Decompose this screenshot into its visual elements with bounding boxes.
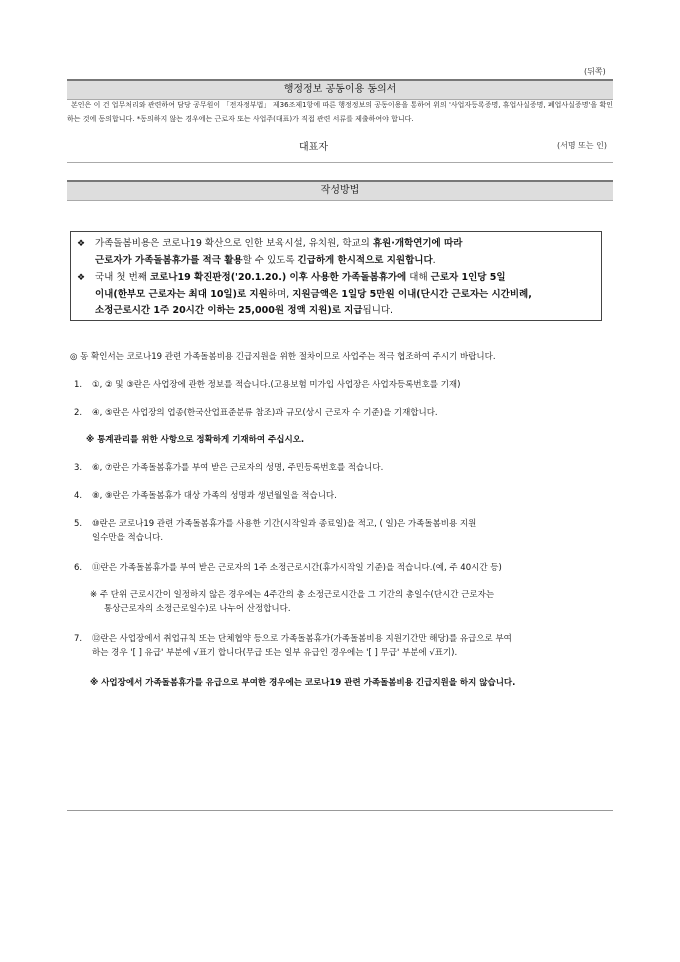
notice-emphasis: 소정근로시간 1주 20시간 이하는 25,000원 정액 지원)로 지급 [95, 305, 363, 316]
notice-text: 국내 첫 번째 [95, 272, 150, 283]
step-number: 6. [74, 563, 83, 573]
consent-section-title: 행정정보 공동이용 동의서 [67, 79, 613, 100]
step-text: ⑩란은 코로나19 관련 가족돌봄휴가를 사용한 기간(시작일과 종료일)을 적고, ( 일)은 가족돌봄비용 지원 [92, 519, 477, 529]
notice-text: 하며, [267, 288, 293, 300]
notice-emphasis: 긴급하게 한시적으로 지원합니다 [297, 254, 433, 266]
step-number: 5. [74, 519, 83, 529]
step-text: ⑥, ⑦란은 가족돌봄휴가를 부여 받은 근로자의 성명, 주민등록번호를 적습니다. [92, 463, 384, 473]
representative-label: 대표자 [299, 142, 328, 153]
notice-item-2 [79, 270, 595, 320]
notice-emphasis: 휴원·개학연기에 따라 [372, 238, 463, 249]
page-side-mark: (뒤쪽) [584, 67, 606, 76]
notice-text: 할 수 있도록 [242, 254, 298, 266]
step-number: 2. [74, 408, 83, 418]
step-text: ①, ② 및 ③란은 사업장에 관한 정보를 적습니다.(고용보험 미가입 사업장은 사업자등록번호를 기재) [92, 380, 461, 390]
representative-row [67, 134, 613, 163]
signature-label: (서명 또는 인) [557, 141, 607, 150]
notice-emphasis: 근로자 1인당 5일 [430, 272, 506, 283]
intro-text: ◎ 동 확인서는 코로나19 관련 가족돌봄비용 긴급지원을 위한 절차이므로 사업주는 적극 협조하여 주시기 바랍니다. [70, 352, 496, 362]
step-text: ⑫란은 사업장에서 취업규칙 또는 단체협약 등으로 가족돌봄휴가(가족돌봄비용 지원기간만 해당)를 유급으로 부여 [92, 634, 512, 644]
notice-box [70, 231, 602, 321]
note-text: 통상근로자의 소정근로일수)로 나누어 산정합니다. [104, 604, 291, 614]
step-text: ⑧, ⑨란은 가족돌봄휴가 대상 가족의 성명과 생년월일을 적습니다. [92, 491, 337, 501]
step-text: ④, ⑤란은 사업장의 업종(한국산업표준분류 참조)과 규모(상시 근로자 수 기준)을 기재합니다. [92, 408, 438, 418]
step-2 [74, 406, 610, 420]
notice-text: 가족돌봄비용은 코로나19 확산으로 인한 보육시설, 유치원, 학교의 [95, 238, 373, 249]
step-number: 4. [74, 491, 83, 501]
notice-emphasis: 코로나19 확진판정('20.1.20.) 이후 사용한 가족돌봄휴가에 [149, 272, 407, 283]
step-number: 3. [74, 463, 83, 473]
step-6 [74, 561, 610, 575]
consent-text: 본인은 이 건 업무처리와 관련하여 담당 공무원이 「전자정부법」 제36조제1항에 따른 행정정보의 공동이용을 통하여 위의 '사업자등록증명, 휴업사실증명, 폐업사실증명'을 확인하는 것에 동의합니다. *동의하지 않는 경우에는 근로자 또는 사업주(대표)가 직접 관련 서류를 제출하여야 합니다. [67, 101, 613, 123]
notice-emphasis: 근로자가 가족돌봄휴가를 적극 활용 [95, 254, 243, 266]
notice-emphasis: 지원금액은 1일당 5만원 이내(단시간 근로자는 시간비례, [292, 288, 532, 300]
diamond-bullet-icon: ❖ [77, 273, 86, 283]
step-text: 일수만을 적습니다. [92, 533, 164, 543]
method-section-title: 작성방법 [67, 180, 613, 201]
step-7 [74, 632, 610, 660]
diamond-bullet-icon: ❖ [77, 239, 86, 249]
bottom-divider [67, 810, 613, 811]
notice-text: 대해 [406, 272, 431, 283]
note-statistics: ※ 통계관리를 위한 사항으로 정확하게 기재하여 주십시오. [86, 435, 305, 445]
step-text: 하는 경우 '[ ] 유급' 부분에 √표기 합니다(무급 또는 일부 유급인 경우에는 '[ ] 무급' 부분에 √표기). [92, 648, 458, 658]
note-paid-leave: ※ 사업장에서 가족돌봄휴가를 유급으로 부여한 경우에는 코로나19 관련 가족돌봄비용 긴급지원을 하지 않습니다. [90, 678, 516, 688]
notice-text: 됩니다. [362, 305, 394, 316]
step-4 [74, 489, 610, 503]
step-number: 1. [74, 380, 83, 390]
notice-emphasis: 이내(한부모 근로자는 최대 10일)로 지원 [95, 288, 268, 300]
step-text: ⑪란은 가족돌봄휴가를 부여 받은 근로자의 1주 소정근로시간(휴가시작일 기준)을 적습니다.(예, 주 40시간 등) [92, 563, 502, 573]
notice-item-1 [79, 236, 595, 269]
step-number: 7. [74, 634, 83, 644]
notice-text: . [432, 254, 436, 266]
note-text: ※ 주 단위 근로시간이 일정하지 않은 경우에는 4주간의 총 소정근로시간을 그 기간의 총일수(단시간 근로자는 [90, 590, 495, 600]
step-5 [74, 517, 610, 545]
step-3 [74, 461, 610, 475]
note-hours [90, 588, 610, 616]
step-1 [74, 378, 610, 392]
